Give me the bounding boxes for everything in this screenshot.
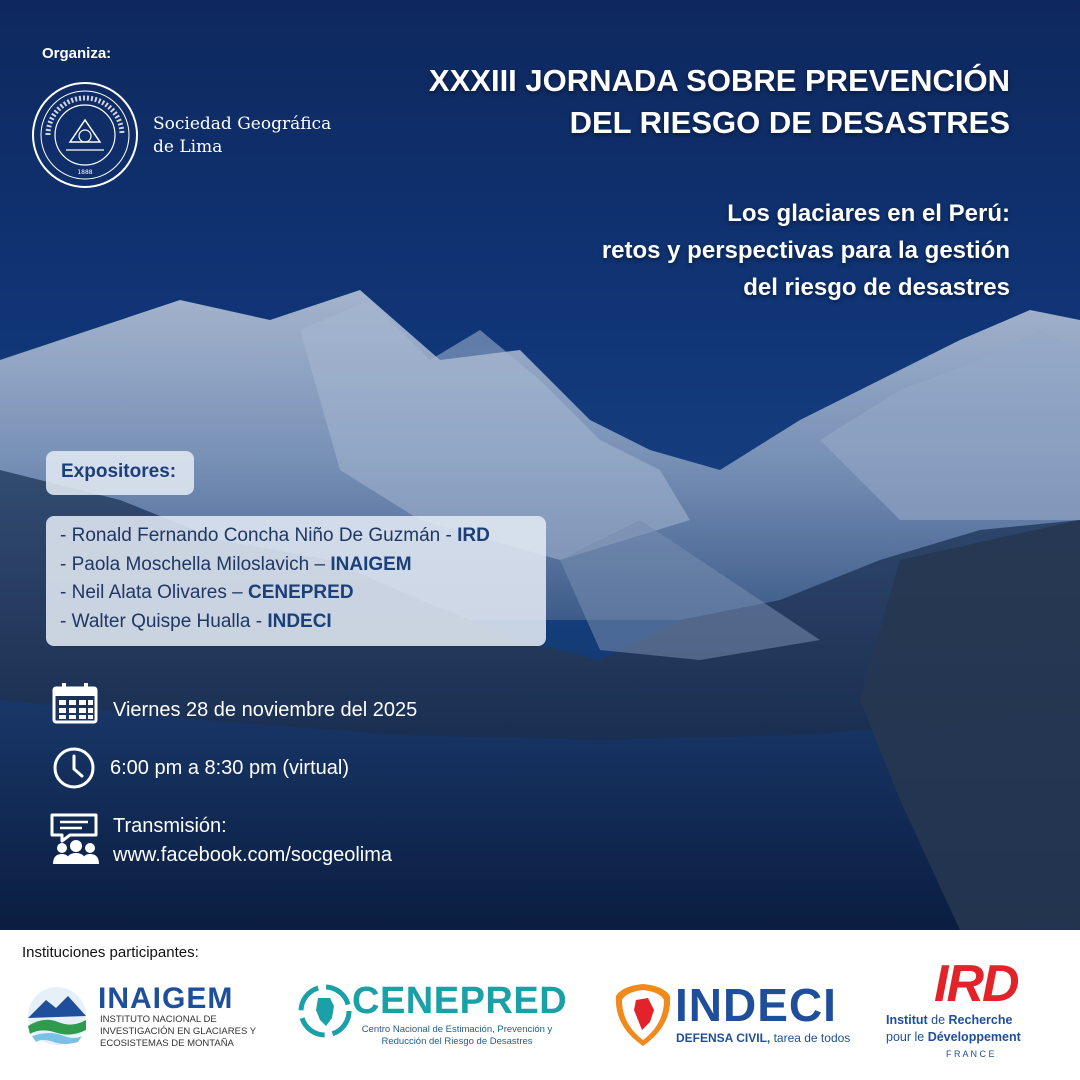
sociedad-geografica-seal-logo xyxy=(30,80,140,190)
speaker-name: - Walter Quispe Hualla - xyxy=(60,610,268,632)
organizer-name xyxy=(153,113,331,159)
speaker-org: IRD xyxy=(457,525,490,546)
ird-l1c: Recherche xyxy=(948,1013,1013,1027)
speaker-item xyxy=(60,608,546,637)
title-line1: XXXIII JORNADA SOBRE PREVENCIÓN xyxy=(428,63,1010,98)
speaker-name: - Ronald Fernando Concha Niño De Guzmán - xyxy=(60,525,458,546)
ird-l2a: pour le xyxy=(886,1030,928,1044)
ird-line2 xyxy=(886,1030,1021,1044)
subtitle-line3: del riesgo de desastres xyxy=(743,274,1010,301)
inaigem-mountain-logo xyxy=(24,986,90,1046)
svg-text:1888: 1888 xyxy=(77,169,93,176)
inaigem-line2: INVESTIGACIÓN EN GLACIARES Y xyxy=(100,1026,257,1037)
speaker-item xyxy=(60,579,546,608)
organizer-name-line2: de Lima xyxy=(153,137,223,157)
indeci-tagline xyxy=(676,1031,850,1045)
ird-l2b: Développement xyxy=(927,1030,1021,1044)
ird-l1b: de xyxy=(927,1013,949,1027)
ird-l1a: Institut xyxy=(886,1013,928,1027)
speaker-item xyxy=(60,522,546,551)
inaigem-name: INAIGEM xyxy=(98,982,234,1015)
clock-icon xyxy=(52,746,96,790)
inaigem-line1: INSTITUTO NACIONAL DE xyxy=(100,1014,217,1025)
institutions-label: Instituciones participantes: xyxy=(22,944,199,961)
stream-label: Transmisión: xyxy=(113,815,227,837)
event-subtitle xyxy=(602,195,1010,306)
speaker-org: CENEPRED xyxy=(247,582,354,603)
subtitle-line1: Los glaciares en el Perú: xyxy=(727,200,1010,227)
speaker-org: INDECI xyxy=(267,610,332,632)
cenepred-logo-icon xyxy=(298,984,352,1038)
calendar-icon xyxy=(52,682,98,724)
inaigem-line3: ECOSISTEMAS DE MONTAÑA xyxy=(100,1038,234,1049)
organizer-label: Organiza: xyxy=(42,45,112,62)
ird-logo: IRD xyxy=(934,955,1018,1013)
speakers-label: Expositores: xyxy=(46,451,194,495)
chat-people-icon xyxy=(50,813,102,865)
indeci-tagline-bold: DEFENSA CIVIL, xyxy=(676,1031,771,1045)
title-line2: DEL RIESGO DE DESASTRES xyxy=(569,105,1010,140)
cenepred-name: CENEPRED xyxy=(352,980,568,1022)
institutions-footer xyxy=(0,930,1080,1080)
cenepred-line2: Reducción del Riesgo de Desastres xyxy=(381,1036,533,1047)
ird-country: F R A N C E xyxy=(946,1049,995,1059)
organizer-name-line1: Sociedad Geográfica xyxy=(153,114,332,134)
cenepred-fullname xyxy=(352,1024,562,1048)
speaker-name: - Paola Moschella Miloslavich – xyxy=(60,553,331,575)
cenepred-line1: Centro Nacional de Estimación, Prevención y xyxy=(361,1024,553,1035)
ird-line1 xyxy=(886,1013,1012,1027)
indeci-name: INDECI xyxy=(675,979,837,1031)
speaker-name: - Neil Alata Olivares – xyxy=(60,582,248,603)
speaker-org: INAIGEM xyxy=(330,553,412,575)
event-title xyxy=(429,60,1010,144)
indeci-tagline-rest: tarea de todos xyxy=(770,1031,851,1045)
indeci-shield-logo xyxy=(614,982,672,1048)
speaker-item xyxy=(60,551,546,580)
subtitle-line2: retos y perspectivas para la gestión xyxy=(601,237,1010,264)
stream-url-link[interactable]: www.facebook.com/socgeolima xyxy=(113,844,393,866)
speakers-list xyxy=(46,516,546,646)
event-time: 6:00 pm a 8:30 pm (virtual) xyxy=(110,757,349,779)
inaigem-fullname xyxy=(100,1014,256,1050)
event-date: Viernes 28 de noviembre del 2025 xyxy=(113,699,418,721)
